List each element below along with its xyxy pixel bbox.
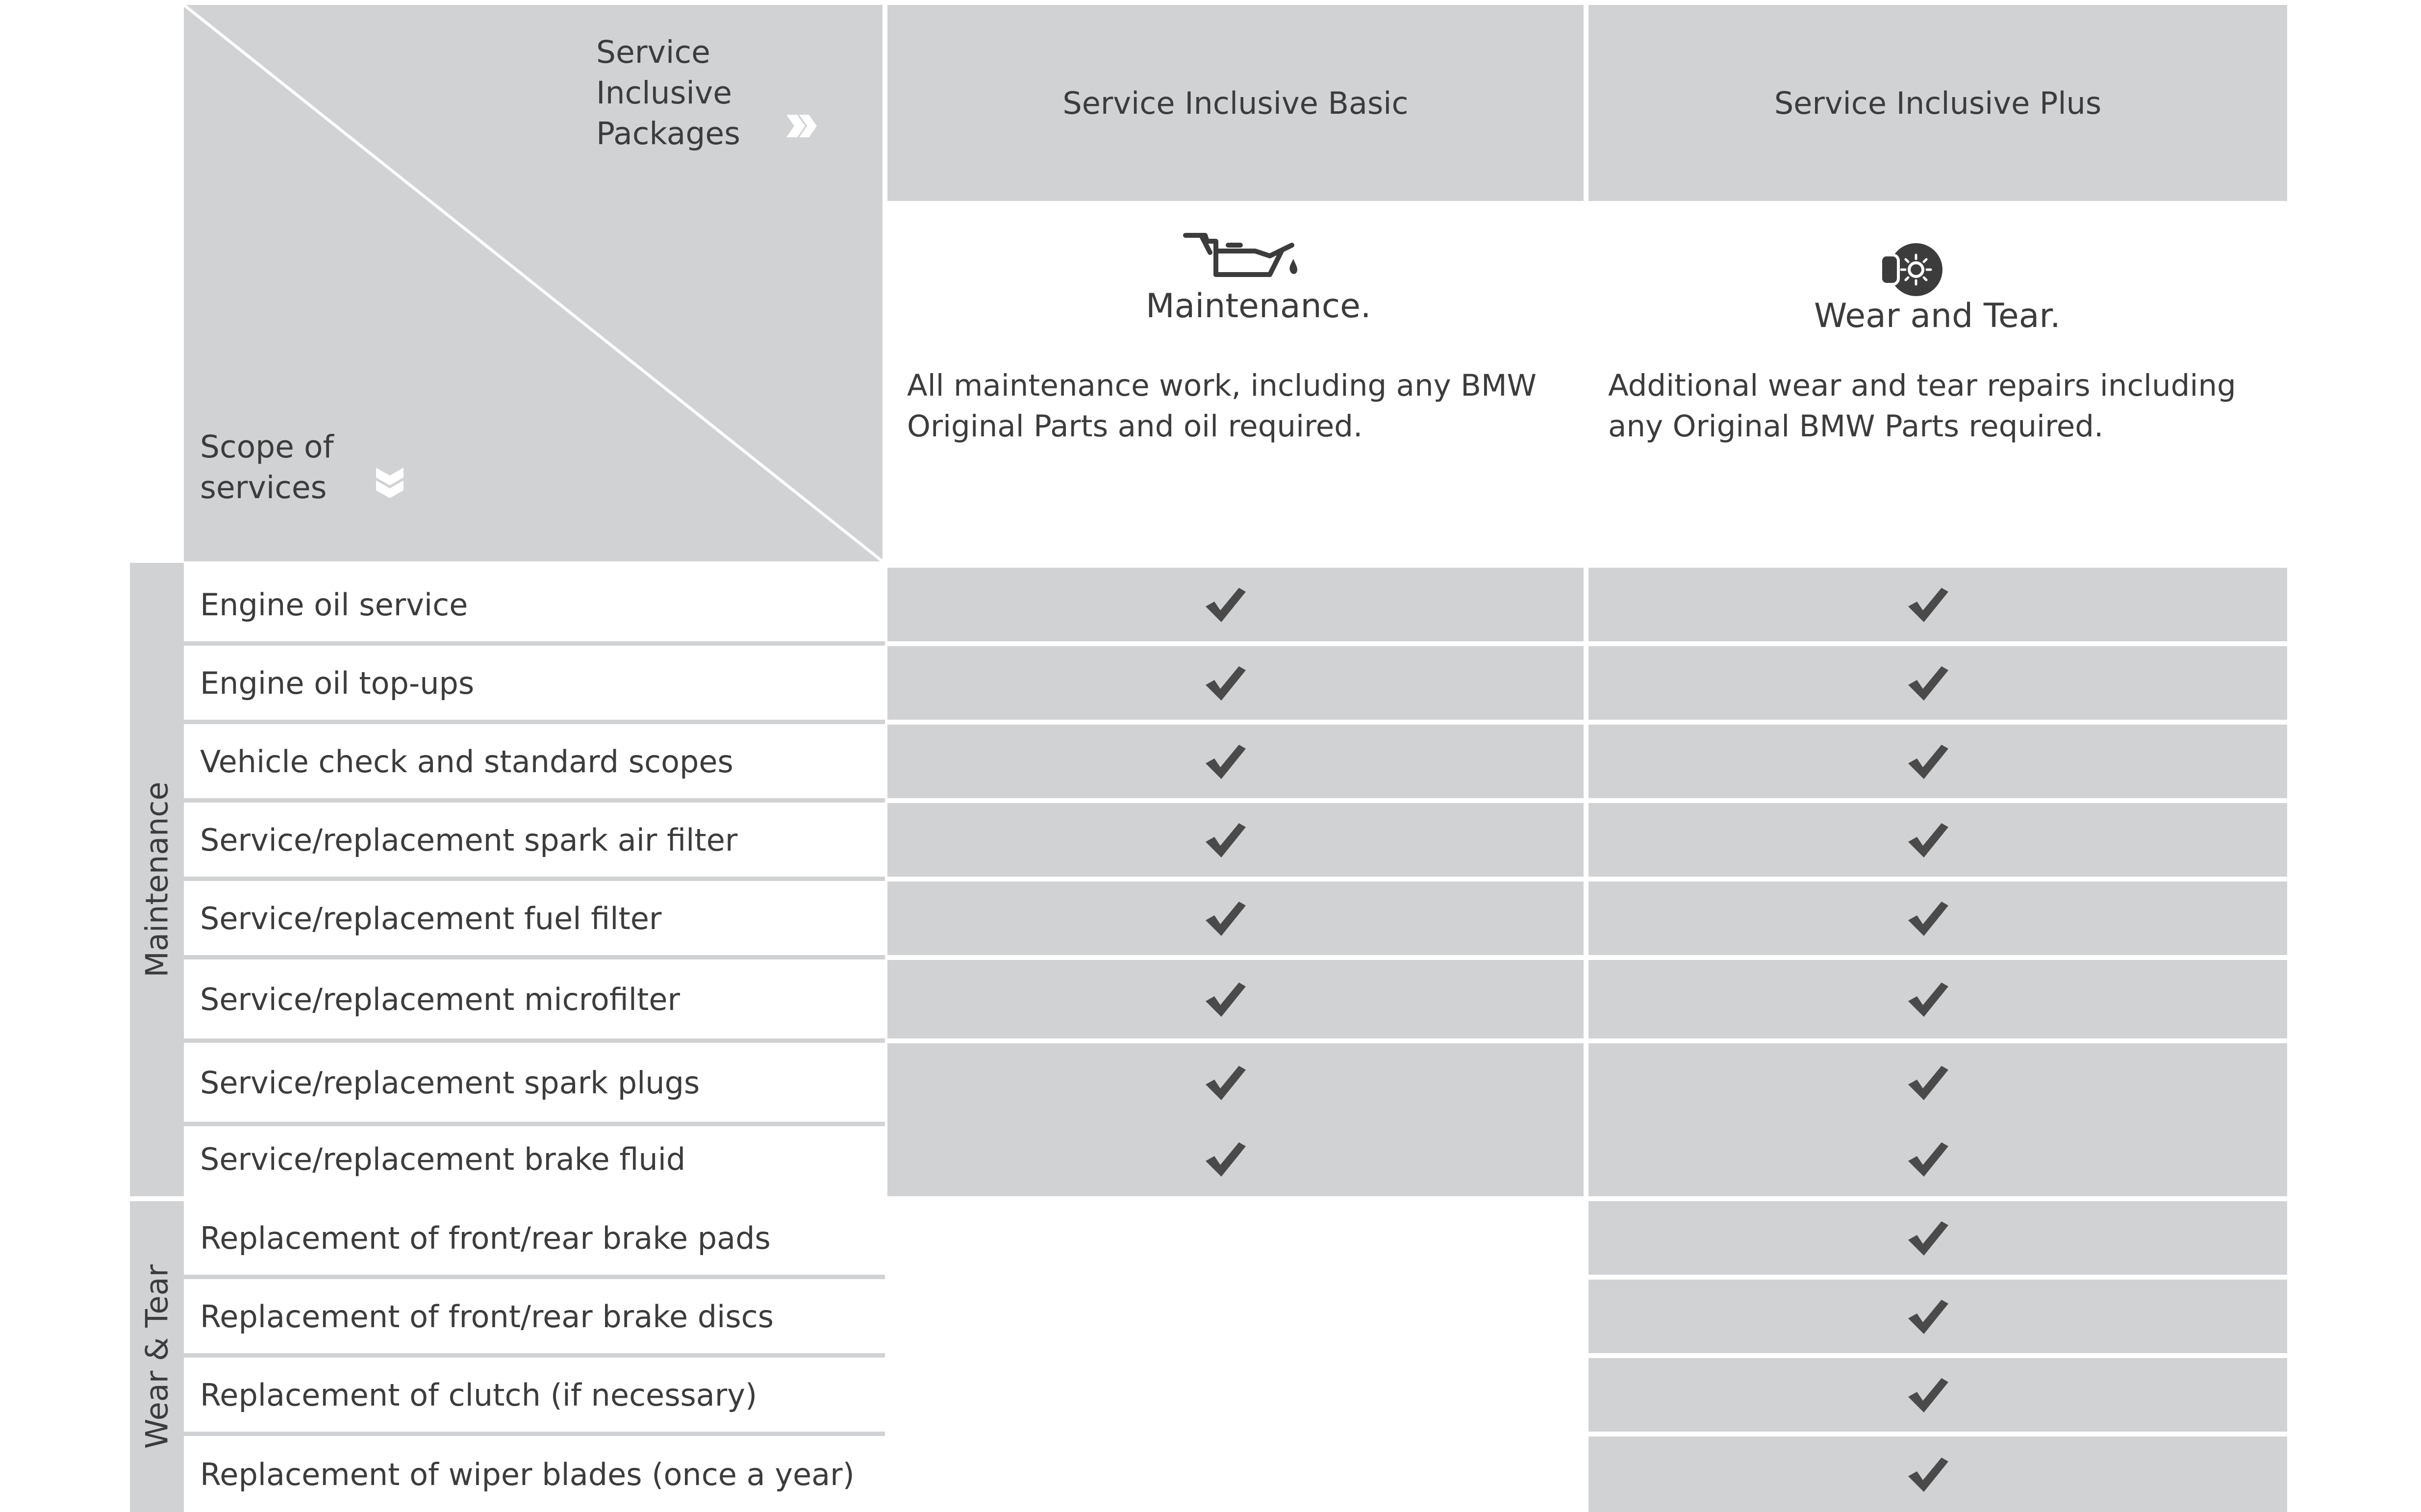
brake-disc-icon bbox=[1878, 240, 1946, 299]
service-name: Engine oil service bbox=[200, 586, 468, 623]
service-name: Service/replacement spark plugs bbox=[200, 1064, 700, 1101]
table-row-label bbox=[184, 568, 885, 641]
scope-axis-label: Scope of services bbox=[200, 429, 334, 505]
package-title-basic: Service Inclusive Basic bbox=[1062, 85, 1409, 121]
checkmark-icon bbox=[1906, 820, 1950, 859]
corner-header-cell bbox=[184, 5, 883, 561]
service-name: Service/replacement brake fluid bbox=[200, 1141, 686, 1177]
row-separator bbox=[184, 877, 885, 881]
service-name: Replacement of front/rear brake pads bbox=[200, 1220, 771, 1256]
service-name: Service/replacement microfilter bbox=[200, 981, 680, 1017]
service-name: Engine oil top-ups bbox=[200, 665, 475, 701]
service-name: Service/replacement spark air filter bbox=[200, 822, 738, 858]
checkmark-icon bbox=[1906, 1455, 1950, 1494]
checkmark-icon bbox=[1906, 742, 1950, 781]
row-separator bbox=[184, 1353, 885, 1358]
package-description-plus bbox=[1589, 201, 2287, 561]
package-header-basic bbox=[887, 5, 1584, 201]
table-row-label bbox=[184, 725, 885, 798]
maintenance-description: All maintenance work, including any BMW Original Parts and oil required. bbox=[907, 368, 1537, 444]
check-cell-basic bbox=[887, 882, 1584, 955]
check-cell-plus bbox=[1589, 646, 2287, 720]
checkmark-icon bbox=[1906, 663, 1950, 703]
check-cell-basic bbox=[887, 646, 1584, 720]
row-separator bbox=[184, 1432, 885, 1436]
row-separator bbox=[184, 798, 885, 803]
category-label-wear-tear: Wear & Tear bbox=[139, 1264, 175, 1449]
checkmark-icon bbox=[1906, 1139, 1950, 1179]
check-cell-basic bbox=[887, 568, 1584, 641]
checkmark-icon bbox=[1204, 1063, 1248, 1102]
checkmark-icon bbox=[1906, 899, 1950, 938]
table-row-label bbox=[184, 960, 885, 1038]
check-cell-basic bbox=[887, 1122, 1584, 1196]
table-row-label bbox=[184, 1280, 885, 1353]
check-cell-plus bbox=[1589, 803, 2287, 877]
double-chevron-right-icon bbox=[784, 114, 819, 138]
check-cell-basic bbox=[887, 725, 1584, 798]
package-title-plus: Service Inclusive Plus bbox=[1774, 85, 2102, 121]
row-separator bbox=[184, 1275, 885, 1279]
checkmark-icon bbox=[1204, 980, 1248, 1019]
check-cell-basic bbox=[887, 960, 1584, 1038]
table-row-label bbox=[184, 1201, 885, 1275]
table-row-label bbox=[184, 1358, 885, 1432]
table-row-label bbox=[184, 646, 885, 720]
maintenance-title: Maintenance. bbox=[1146, 287, 1371, 326]
double-chevron-down-icon bbox=[375, 466, 404, 500]
table-row-label bbox=[184, 1043, 885, 1122]
table-row-label bbox=[184, 1436, 885, 1512]
service-name: Vehicle check and standard scopes bbox=[200, 743, 733, 780]
package-header-plus bbox=[1589, 5, 2287, 201]
checkmark-icon bbox=[1906, 1218, 1950, 1258]
checkmark-icon bbox=[1906, 585, 1950, 624]
table-row-label bbox=[184, 1122, 885, 1196]
wear-and-tear-title: Wear and Tear. bbox=[1814, 297, 2061, 335]
wear-and-tear-description: Additional wear and tear repairs including any Original BMW Parts required. bbox=[1608, 368, 2236, 444]
check-cell-plus bbox=[1589, 1280, 2287, 1353]
row-separator bbox=[184, 955, 885, 959]
check-cell-plus bbox=[1589, 1122, 2287, 1196]
check-cell-plus bbox=[1589, 1043, 2287, 1122]
check-cell-plus bbox=[1589, 725, 2287, 798]
checkmark-icon bbox=[1906, 980, 1950, 1019]
checkmark-icon bbox=[1204, 1139, 1248, 1179]
row-separator bbox=[184, 1038, 885, 1043]
checkmark-icon bbox=[1906, 1297, 1950, 1336]
category-label-maintenance: Maintenance bbox=[139, 781, 175, 978]
service-name: Replacement of clutch (if necessary) bbox=[200, 1377, 757, 1413]
packages-axis-label: Service Inclusive Packages bbox=[596, 34, 740, 151]
check-cell-plus bbox=[1589, 1201, 2287, 1275]
table-row-label bbox=[184, 803, 885, 877]
service-name: Replacement of wiper blades (once a year) bbox=[200, 1456, 855, 1492]
check-cell-basic bbox=[887, 1043, 1584, 1122]
category-bar-maintenance bbox=[130, 563, 184, 1196]
check-cell-plus bbox=[1589, 1358, 2287, 1432]
service-name: Replacement of front/rear brake discs bbox=[200, 1298, 774, 1335]
package-description-basic bbox=[887, 201, 1584, 561]
checkmark-icon bbox=[1204, 820, 1248, 859]
category-bar-wear-tear bbox=[130, 1201, 184, 1512]
check-cell-plus bbox=[1589, 1436, 2287, 1512]
oil-can-icon bbox=[1182, 230, 1299, 284]
table-row-label bbox=[184, 882, 885, 955]
service-name: Service/replacement fuel filter bbox=[200, 900, 662, 936]
row-separator bbox=[184, 641, 885, 646]
checkmark-icon bbox=[1906, 1375, 1950, 1414]
checkmark-icon bbox=[1906, 1063, 1950, 1102]
checkmark-icon bbox=[1204, 899, 1248, 938]
check-cell-basic bbox=[887, 803, 1584, 877]
check-cell-plus bbox=[1589, 882, 2287, 955]
checkmark-icon bbox=[1204, 585, 1248, 624]
check-cell-plus bbox=[1589, 960, 2287, 1038]
row-separator bbox=[184, 720, 885, 724]
check-cell-plus bbox=[1589, 568, 2287, 641]
checkmark-icon bbox=[1204, 663, 1248, 703]
checkmark-icon bbox=[1204, 742, 1248, 781]
